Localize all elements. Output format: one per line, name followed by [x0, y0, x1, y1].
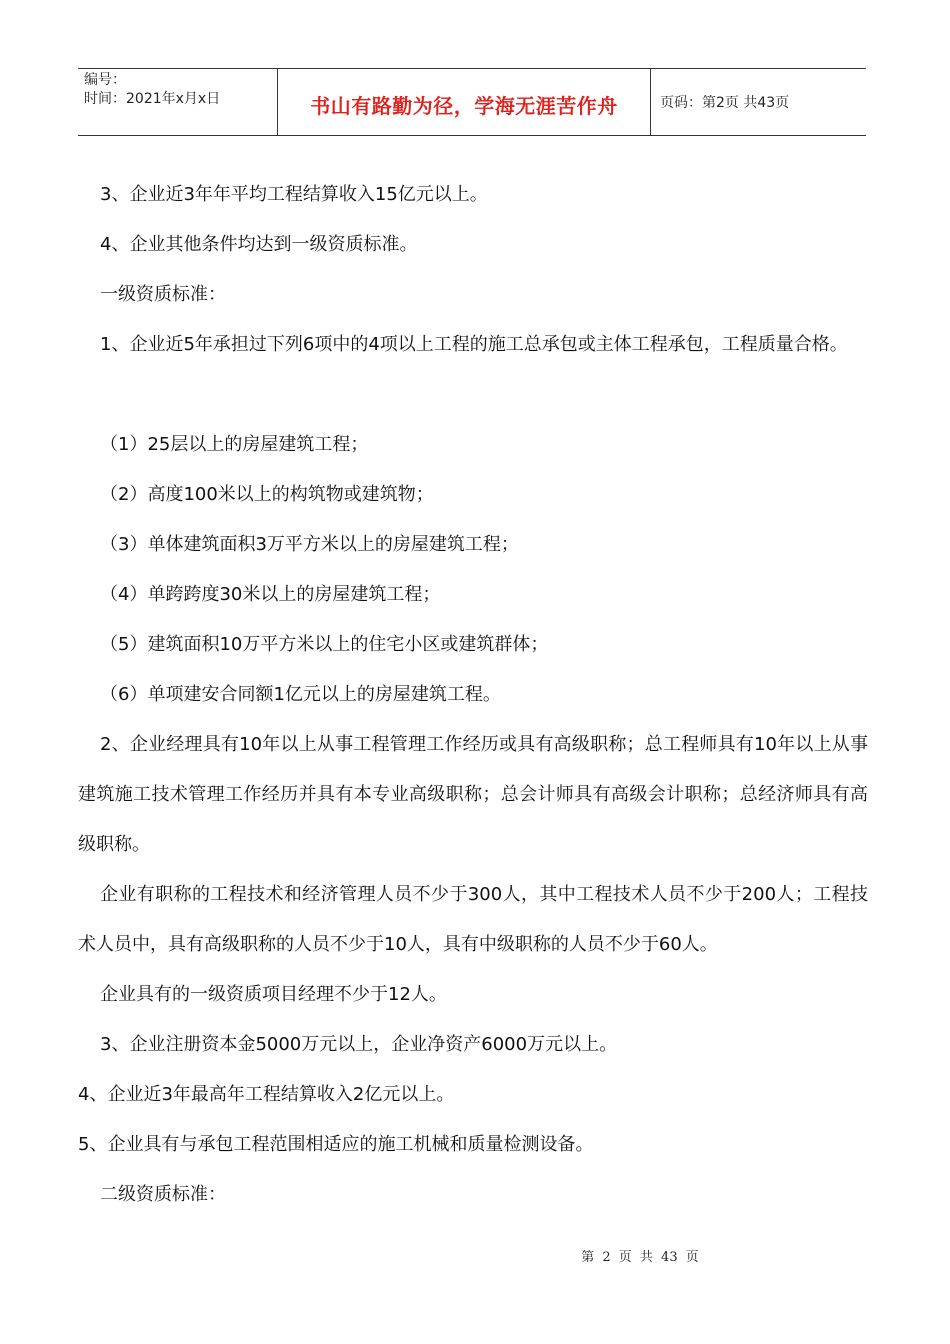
paragraph: 2、企业经理具有10年以上从事工程管理工作经历或具有高级职称；总工程师具有10年以上从事建筑施工技术管理工作经历并具有本专业高级职称；总会计师具有高级会计职称；总经济师具有高级职称。 [78, 734, 868, 855]
document-time: 时间：2021年x月x日 [84, 91, 221, 107]
list-item: （3）单体建筑面积3万平方米以上的房屋建筑工程； [100, 534, 519, 555]
list-item: （2）高度100米以上的构筑物或建筑物； [100, 484, 434, 505]
paragraph: 5、企业具有与承包工程范围相适应的施工机械和质量检测设备。 [78, 1134, 594, 1155]
paragraph: 企业有职称的工程技术和经济管理人员不少于300人，其中工程技术人员不少于200人；工程技术人员中，具有高级职称的人员不少于10人，具有中级职称的人员不少于60人。 [78, 884, 868, 955]
header-motto: 书山有路勤为径，学海无涯苦作舟 [310, 93, 618, 118]
paragraph: 4、企业其他条件均达到一级资质标准。 [100, 234, 418, 255]
header-meta [84, 71, 280, 109]
page-header [78, 68, 866, 136]
list-item: （4）单跨跨度30米以上的房屋建筑工程； [100, 584, 441, 605]
section-heading: 二级资质标准： [100, 1184, 226, 1205]
paragraph: 企业具有的一级资质项目经理不少于12人。 [100, 984, 447, 1005]
page-footer: 第 2 页 共 43 页 [581, 1250, 699, 1265]
paragraph: 1、企业近5年承担过下列6项中的4项以上工程的施工总承包或主体工程承包，工程质量合格。 [100, 334, 848, 355]
list-item: （6）单项建安合同额1亿元以上的房屋建筑工程。 [100, 684, 501, 705]
header-divider [650, 69, 651, 135]
section-heading: 一级资质标准： [100, 284, 226, 305]
list-item: （1）25层以上的房屋建筑工程； [100, 434, 369, 455]
list-item: （5）建筑面积10万平方米以上的住宅小区或建筑群体； [100, 634, 549, 655]
paragraph: 3、企业近3年年平均工程结算收入15亿元以上。 [100, 184, 488, 205]
document-number: 编号： [84, 72, 126, 88]
header-page-code: 页码：第2页 共43页 [660, 95, 790, 111]
paragraph: 3、企业注册资本金5000万元以上，企业净资产6000万元以上。 [100, 1034, 618, 1055]
paragraph: 4、企业近3年最高年工程结算收入2亿元以上。 [78, 1084, 455, 1105]
